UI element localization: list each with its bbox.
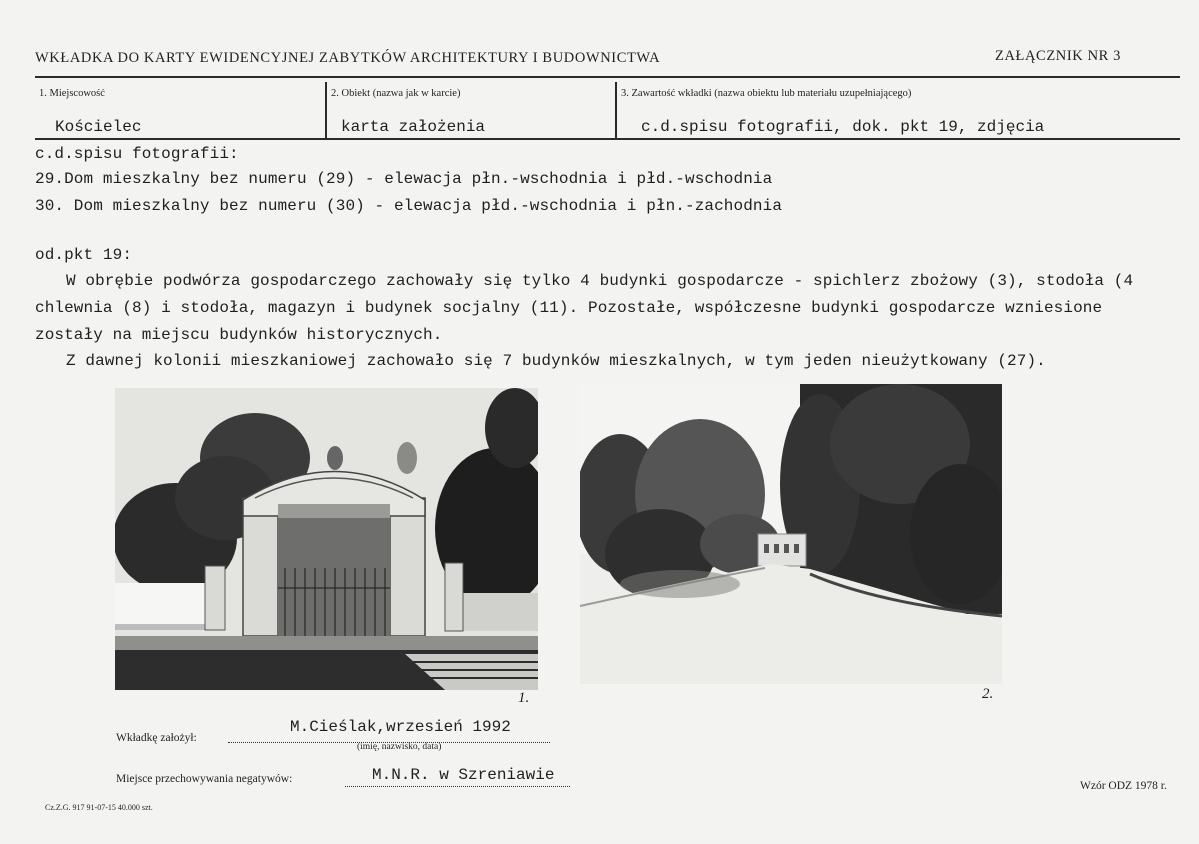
field-object [327, 82, 615, 138]
paragraph-line: chlewnia (8) i stodoła, magazyn i budynek socjalny (11). Pozostałe, współczesne budynki gospodarcze wzniesione [35, 299, 1103, 317]
author-label: Wkładkę założył: [116, 732, 197, 744]
photo-avenue [580, 384, 1002, 684]
field-locality-label: 1. Miejscowość [39, 88, 105, 99]
fields-row [35, 82, 1180, 140]
negatives-dotted-line [345, 786, 570, 787]
section-heading: od.pkt 19: [35, 246, 133, 264]
gate-illustration [115, 388, 538, 690]
photo-gate [115, 388, 538, 690]
form-title: WKŁADKA DO KARTY EWIDENCYJNEJ ZABYTKÓW ARCHITEKTURY I BUDOWNICTWA [35, 50, 661, 66]
field-object-value: karta założenia [341, 118, 486, 136]
avenue-illustration [580, 384, 1002, 684]
header-rule [35, 76, 1180, 78]
print-info: Cz.Z.G. 917 91-07-15 40.000 szt. [45, 803, 153, 812]
negatives-label: Miejsce przechowywania negatywów: [116, 773, 293, 785]
fields-rule [35, 138, 1180, 140]
field-contents-label: 3. Zawartość wkładki (nazwa obiektu lub materiału uzupełniającego) [621, 88, 912, 99]
attachment-number: ZAŁĄCZNIK NR 3 [995, 48, 1121, 64]
author-value: M.Cieślak,wrzesień 1992 [290, 718, 511, 736]
photo-list-item: 30. Dom mieszkalny bez numeru (30) - elewacja płd.-wschodnia i płn.-zachodnia [35, 197, 783, 215]
paragraph-line: zostały na miejscu budynków historycznych. [35, 326, 443, 344]
photo-list-heading: c.d.spisu fotografii: [35, 145, 239, 163]
photo-number: 2. [982, 686, 994, 702]
field-object-label: 2. Obiekt (nazwa jak w karcie) [331, 88, 461, 99]
negatives-value: M.N.R. w Szreniawie [372, 766, 555, 784]
photo-list-item: 29.Dom mieszkalny bez numeru (29) - elewacja płn.-wschodnia i płd.-wschodnia [35, 170, 773, 188]
form-pattern: Wzór ODZ 1978 r. [1080, 780, 1167, 792]
field-contents-value: c.d.spisu fotografii, dok. pkt 19, zdjęcia [641, 118, 1045, 136]
field-locality-value: Kościelec [55, 118, 142, 136]
author-hint: (imię, nazwisko, data) [357, 742, 442, 752]
field-locality [35, 82, 325, 138]
field-contents [617, 82, 1177, 138]
paragraph-line: W obrębie podwórza gospodarczego zachowały się tylko 4 budynki gospodarcze - spichlerz zbożowy (3), stodoła (4 [66, 272, 1134, 290]
paragraph-line: Z dawnej kolonii mieszkaniowej zachowało się 7 budynków mieszkalnych, w tym jeden nieużytkowany (27). [66, 352, 1046, 370]
photo-number: 1. [518, 690, 530, 706]
